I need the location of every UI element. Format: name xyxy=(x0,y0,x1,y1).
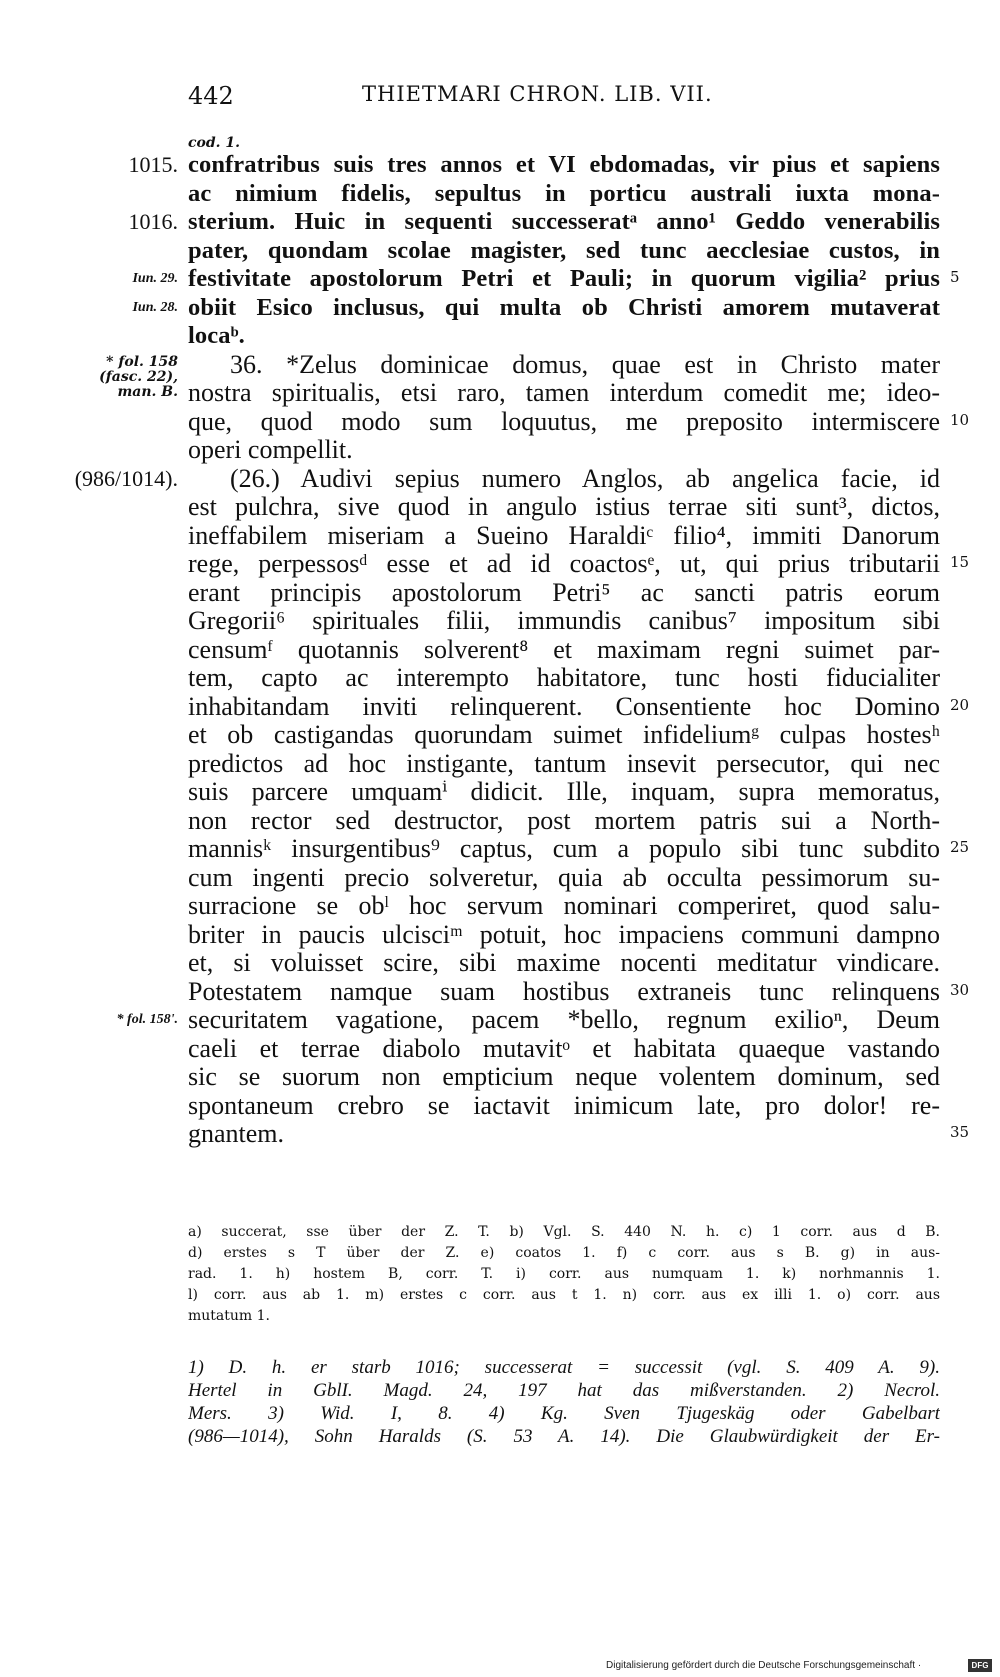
variant-note-line: l) corr. aus ab 1. m) erstes c corr. aus t 1. n) corr. aus ex illi 1. o) corr. aus xyxy=(188,1287,940,1303)
line-number: 30 xyxy=(950,980,970,999)
line-text: locaᵇ. xyxy=(188,322,245,349)
text-line xyxy=(0,1005,1000,1035)
line-text: briter in paucis ulcisciᵐ potuit, hoc impaciens communi dampno xyxy=(188,919,940,949)
text-line xyxy=(0,464,1000,494)
digitization-credit: Digitalisierung gefördert durch die Deutsche Forschungsgemeinschaft · xyxy=(606,1660,922,1671)
text-line xyxy=(0,1091,1000,1121)
margin-date: Iun. 29. xyxy=(132,271,178,286)
text-line xyxy=(0,606,1000,636)
margin-note-line: (fasc. 22), xyxy=(99,369,178,385)
text-line xyxy=(0,1119,1000,1149)
text-line xyxy=(0,264,1000,294)
line-text: erant principis apostolorum Petri⁵ ac sancti patris eorum xyxy=(188,577,940,607)
text-line xyxy=(0,806,1000,836)
footnote-line: Mers. 3) Wid. I, 8. 4) Kg. Sven Tjugeskäg oder Gabelbart xyxy=(188,1403,940,1424)
margin-date: 1015. xyxy=(128,152,178,177)
line-text: non rector sed destructor, post mortem patris sui a North- xyxy=(188,805,940,835)
line-text: Gregorii⁶ spirituales filii, immundis canibus⁷ impositum sibi xyxy=(188,606,940,635)
line-text: confratribus suis tres annos et VI ebdomadas, vir pius et sapiens xyxy=(188,151,940,178)
line-text: tem, capto ac interempto habitatore, tunc hosti fiducialiter xyxy=(188,663,940,692)
text-line xyxy=(0,692,1000,722)
page-header xyxy=(0,82,1000,118)
line-number: 15 xyxy=(950,553,970,571)
page-number: 442 xyxy=(188,82,234,110)
line-text: predictos ad hoc instigante, tantum insevit persecutor, qui nec xyxy=(188,748,940,778)
codex-label: cod. 1. xyxy=(188,135,241,151)
text-line xyxy=(0,521,1000,551)
text-line xyxy=(0,891,1000,921)
footnotes xyxy=(188,1356,940,1448)
line-text: sic se suorum non empticium neque volentem dominum, sed xyxy=(188,1062,940,1091)
dfg-logo: DFG xyxy=(968,1659,992,1672)
text-line xyxy=(0,293,1000,323)
text-line xyxy=(0,207,1000,237)
text-line xyxy=(0,578,1000,608)
text-line xyxy=(0,492,1000,522)
running-title: THIETMARI CHRON. LIB. VII. xyxy=(362,82,713,106)
line-text: spontaneum crebro se iactavit inimicum late, pro dolor! re- xyxy=(188,1090,940,1120)
variant-notes xyxy=(188,1222,940,1327)
line-text: (26.) Audivi sepius numero Anglos, ab angelica facie, id xyxy=(230,463,940,493)
margin-date: (986/1014). xyxy=(74,465,178,491)
footnote-line: 1) D. h. er starb 1016; successerat = successit (vgl. S. 409 A. 9). xyxy=(188,1357,940,1378)
variant-note-line: mutatum 1. xyxy=(188,1308,270,1324)
text-line xyxy=(0,663,1000,693)
line-text: cum ingenti precio solveretur, quia ab occulta pessimorum su- xyxy=(188,862,940,892)
text-line xyxy=(0,321,1000,351)
line-number: 5 xyxy=(950,268,960,286)
variant-note-line: a) succerat, sse über der Z. T. b) Vgl. S. 440 N. h. c) 1 corr. aus d B. xyxy=(188,1224,940,1240)
text-line xyxy=(0,777,1000,807)
line-text: suis parcere umquamⁱ didicit. Ille, inquam, supra memoratus, xyxy=(188,777,940,806)
footnote-line: Hertel in GblI. Magd. 24, 197 hat das mißverstanden. 2) Necrol. xyxy=(188,1380,940,1401)
margin-date: 1016. xyxy=(128,209,178,234)
text-line xyxy=(0,179,1000,209)
text-line xyxy=(0,977,1000,1007)
text-line xyxy=(0,635,1000,665)
line-text: pater, quondam scolae magister, sed tunc aecclesiae custos, in xyxy=(188,236,940,264)
line-text: mannisᵏ insurgentibus⁹ captus, cum a populo sibi tunc subdito xyxy=(188,834,940,863)
text-line xyxy=(0,920,1000,950)
line-text: gnantem. xyxy=(188,1119,285,1148)
variant-note-line: rad. 1. h) hostem B, corr. T. i) corr. aus numquam 1. k) norhmannis 1. xyxy=(188,1266,940,1282)
text-line xyxy=(0,863,1000,893)
line-text: et, si voluisset scire, sibi maxime nocenti meditatur vindicare. xyxy=(188,948,940,977)
line-text: ineffabilem miseriam a Sueino Haraldiᶜ filio⁴, immiti Danorum xyxy=(188,520,940,550)
line-text: et ob castigandas quorundam suimet infideliumᵍ culpas hostesʰ xyxy=(188,720,940,749)
margin-date: * fol. 158'. xyxy=(116,1012,178,1027)
line-number: 25 xyxy=(950,838,970,856)
text-line xyxy=(0,749,1000,779)
line-number: 20 xyxy=(950,695,970,714)
text-line xyxy=(0,834,1000,864)
line-text: obiit Esico inclusus, qui multa ob Christi amorem mutaverat xyxy=(188,293,940,321)
text-line xyxy=(0,407,1000,437)
text-line xyxy=(0,236,1000,266)
line-text: caeli et terrae diabolo mutavitᵒ et habitata quaeque vastando xyxy=(188,1033,940,1063)
text-line xyxy=(0,1034,1000,1064)
line-text: rege, perpessosᵈ esse et ad id coactosᵉ, ut, qui prius tributarii xyxy=(188,549,940,578)
line-text: que, quod modo sum loquutus, me preposito intermiscere xyxy=(188,406,940,436)
line-text: securitatem vagatione, pacem *bello, regnum exilioⁿ, Deum xyxy=(188,1005,940,1034)
line-text: ac nimium fidelis, sepultus in porticu australi iuxta mona- xyxy=(188,179,940,207)
text-line xyxy=(0,720,1000,750)
line-text: Potestatem namque suam hostibus extraneis tunc relinquens xyxy=(188,976,940,1006)
text-line xyxy=(0,549,1000,579)
line-text: censumᶠ quotannis solverent⁸ et maximam regni suimet par- xyxy=(188,634,940,664)
text-line xyxy=(0,435,1000,465)
footnote-line: (986—1014), Sohn Haralds (S. 53 A. 14). Die Glaubwürdigkeit der Er- xyxy=(188,1426,940,1447)
line-text: est pulchra, sive quod in angulo istius terrae siti sunt³, dictos, xyxy=(188,492,940,521)
line-number: 35 xyxy=(950,1123,970,1141)
line-number: 10 xyxy=(950,410,970,429)
margin-note-line: man. B. xyxy=(117,384,178,400)
line-text: inhabitandam inviti relinquerent. Consentiente hoc Domino xyxy=(188,691,940,721)
line-text: nostra spiritualis, etsi raro, tamen interdum comedit me; ideo- xyxy=(188,378,940,407)
line-text: operi compellit. xyxy=(188,435,353,464)
text-line xyxy=(0,378,1000,408)
line-text: sterium. Huic in sequenti successeratᵃ anno¹ Geddo venerabilis xyxy=(188,208,940,235)
margin-date: Iun. 28. xyxy=(132,299,178,315)
margin-note-line: * fol. 158 xyxy=(106,354,178,370)
variant-note-line: d) erstes s T über der Z. e) coatos 1. f) c corr. aus s B. g) in aus- xyxy=(188,1245,940,1261)
text-line xyxy=(0,350,1000,380)
line-text: 36. *Zelus dominicae domus, quae est in Christo mater xyxy=(230,349,940,379)
line-text: surracione se obˡ hoc servum nominari comperiret, quod salu- xyxy=(188,891,940,920)
text-line xyxy=(0,1062,1000,1092)
text-line xyxy=(0,150,1000,180)
text-line xyxy=(0,948,1000,978)
line-text: festivitate apostolorum Petri et Pauli; in quorum vigilia² prius xyxy=(188,265,940,292)
